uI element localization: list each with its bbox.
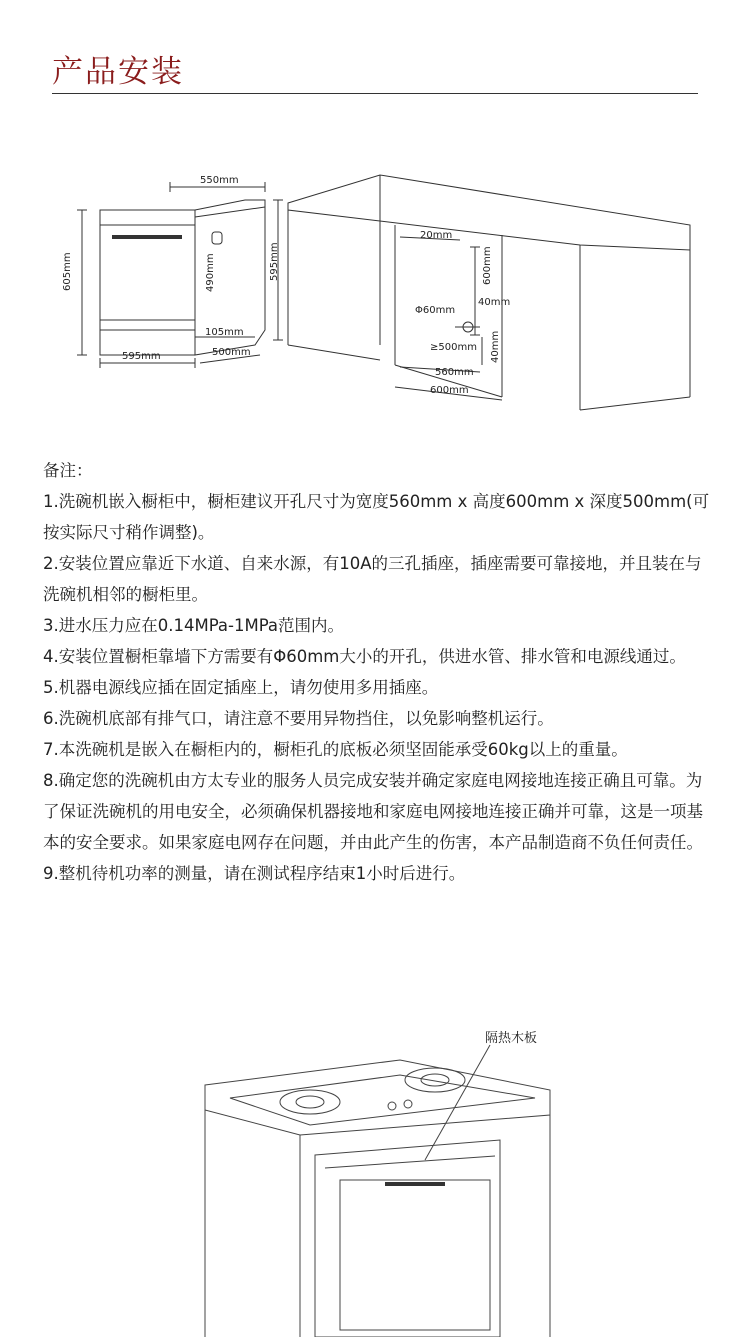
note-item: 3.进水压力应在0.14MPa-1MPa范围内。 xyxy=(43,616,345,635)
installation-illustration xyxy=(180,1020,580,1337)
control-panel-strip xyxy=(112,235,182,239)
note-item: 5.机器电源线应插在固定插座上，请勿使用多用插座。 xyxy=(43,678,439,697)
dim-560-label: 560mm xyxy=(435,367,474,378)
note-item: 7.本洗碗机是嵌入在橱柜内的，橱柜孔的底板必须坚固能承受60kg以上的重量。 xyxy=(43,740,628,759)
installation-notes xyxy=(43,455,713,889)
dim-phi60-label: Φ60mm xyxy=(415,305,456,316)
note-item: 2.安装位置应靠近下水道、自来水源，有10A的三孔插座，插座需要可靠接地，并且装在与洗碗机相邻的橱柜里。 xyxy=(43,554,702,604)
dim-500-depth-label: ≥500mm xyxy=(430,342,477,353)
dim-500-label: 500mm xyxy=(212,347,251,358)
dim-595-bottom-label: 595mm xyxy=(122,351,161,362)
dim-105-label: 105mm xyxy=(205,327,244,338)
dim-490-label: 490mm xyxy=(205,253,216,292)
notes-heading: 备注： xyxy=(43,461,93,480)
dishwasher-door xyxy=(340,1180,490,1330)
dim-20-label: 20mm xyxy=(420,230,453,241)
note-item: 6.洗碗机底部有排气口，请注意不要用异物挡住，以免影响整机运行。 xyxy=(43,709,554,728)
note-item: 9.整机待机功率的测量，请在测试程序结束1小时后进行。 xyxy=(43,864,466,883)
dim-40-top-label: 40mm xyxy=(478,297,511,308)
note-item: 8.确定您的洗碗机由方太专业的服务人员完成安装并确定家庭电网接地连接正确且可靠。为了保证洗碗机的用电安全，必须确保机器接地和家庭电网接地连接正确并可靠，这是一项基本的安全要求。如果家庭电网存在问题，并由此产生的伤害，本产品制造商不负任何责任。 xyxy=(43,771,703,852)
insulation-board-callout: 隔热木板 xyxy=(485,1031,538,1046)
dimension-diagram xyxy=(60,165,710,415)
dim-600-width-label: 600mm xyxy=(430,385,469,396)
dim-605-label: 605mm xyxy=(62,252,73,291)
dim-595-right-label: 595mm xyxy=(269,242,280,281)
title-divider xyxy=(52,93,698,94)
page-title: 产品安装 xyxy=(52,54,184,90)
dim-550-label: 550mm xyxy=(200,175,239,186)
note-item: 1.洗碗机嵌入橱柜中，橱柜建议开孔尺寸为宽度560mm x 高度600mm x 深度500mm(可按实际尺寸稍作调整)。 xyxy=(43,492,710,542)
dishwasher-front-body xyxy=(100,210,195,355)
dishwasher-panel-strip xyxy=(385,1182,445,1186)
dim-40-bottom-label: 40mm xyxy=(490,330,501,363)
dim-600-height-label: 600mm xyxy=(482,246,493,285)
note-item: 4.安装位置橱柜靠墙下方需要有Φ60mm大小的开孔，供进水管、排水管和电源线通过。 xyxy=(43,647,686,666)
